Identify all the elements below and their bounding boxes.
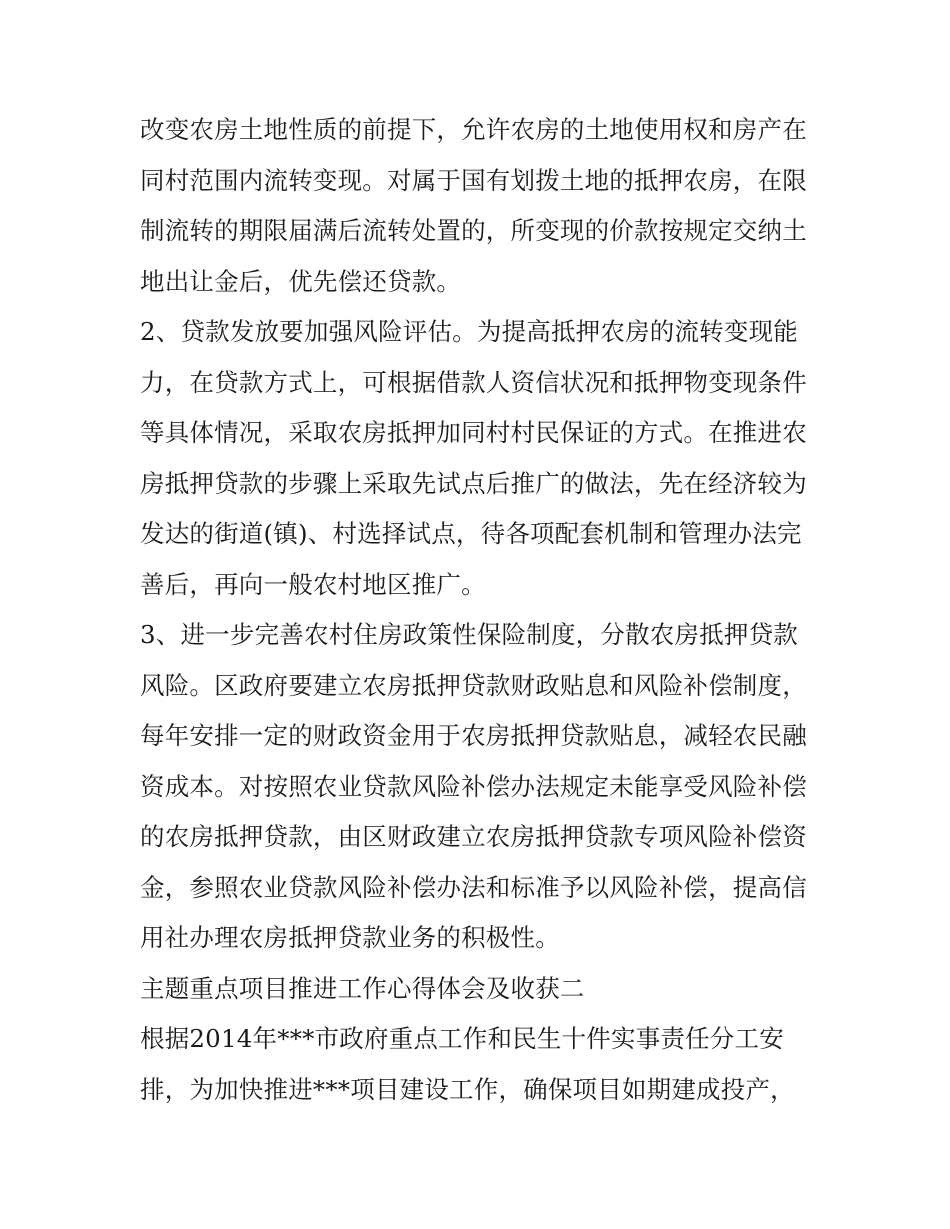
- section-2-heading-line: 2、贷款发放要加强风险评估。为提高抵押农房的流转变现能: [140, 317, 798, 346]
- document-body: [140, 105, 840, 1115]
- text-line: 金，参照农业贷款风险补偿办法和标准予以风险补偿，提高信: [140, 872, 807, 902]
- text-line: 等具体情况，采取农房抵押加同村村民保证的方式。在推进农: [140, 418, 807, 447]
- text-line: 改变农房土地性质的前提下，允许农房的土地使用权和房产在: [140, 115, 807, 144]
- text-line: 发达的街道(镇)、村选择试点，待各项配套机制和管理办法完: [140, 519, 802, 548]
- text-line: 根据2014年***市政府重点工作和民生十件实事责任分工安: [140, 1024, 784, 1053]
- text-line: 善后，再向一般农村地区推广。: [140, 569, 486, 599]
- text-line: 用社办理农房抵押贷款业务的积极性。: [140, 923, 560, 952]
- section-3-heading-line: 3、进一步完善农村住房政策性保险制度，分散农房抵押贷款: [140, 620, 798, 649]
- text-line: 力，在贷款方式上，可根据借款人资信状况和抵押物变现条件: [140, 367, 807, 397]
- article-title: 主题重点项目推进工作心得体会及收获二: [140, 973, 585, 1003]
- text-line: 每年安排一定的财政资金用于农房抵押贷款贴息，减轻农民融: [140, 721, 807, 750]
- text-line: 排，为加快推进***项目建设工作，确保项目如期建成投产，: [140, 1074, 795, 1104]
- text-line: 地出让金后，优先偿还贷款。: [140, 266, 462, 296]
- text-line: 风险。区政府要建立农房抵押贷款财政贴息和风险补偿制度，: [140, 670, 807, 700]
- text-line: 资成本。对按照农业贷款风险补偿办法规定未能享受风险补偿: [140, 771, 807, 801]
- text-line: 制流转的期限届满后流转处置的，所变现的价款按规定交纳土: [140, 216, 807, 245]
- text-line: 房抵押贷款的步骤上采取先试点后推广的做法，先在经济较为: [140, 468, 807, 498]
- text-line: 同村范围内流转变现。对属于国有划拨土地的抵押农房，在限: [140, 165, 807, 195]
- text-line: 的农房抵押贷款，由区财政建立农房抵押贷款专项风险补偿资: [140, 822, 807, 851]
